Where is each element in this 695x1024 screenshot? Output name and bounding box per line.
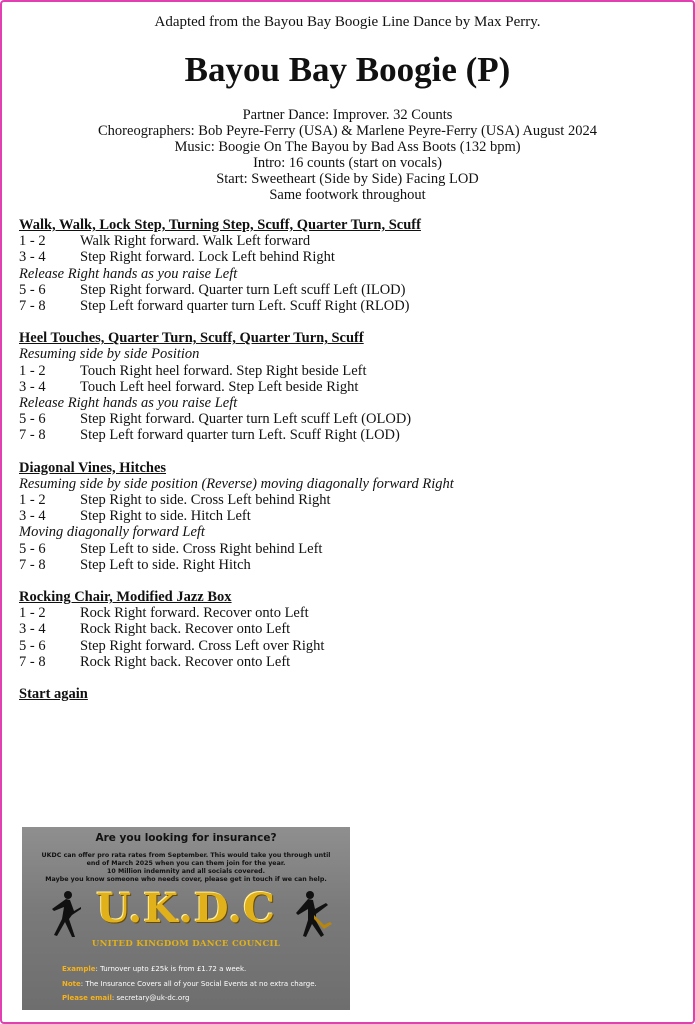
- step-text: Rock Right back. Recover onto Left: [80, 621, 291, 638]
- step-text: Step Right forward. Quarter turn Left scuff Left (ILOD): [80, 281, 406, 298]
- ad-note-label: Note: [62, 980, 81, 988]
- step-count: 7 - 8: [19, 427, 46, 444]
- step-text: Step Right forward. Cross Left over Right: [80, 637, 325, 654]
- ad-email-text[interactable]: : secretary@uk-dc.org: [111, 994, 190, 1002]
- ad-text-line: Maybe you know someone who needs cover, please get in touch if we can help.: [45, 876, 327, 883]
- section-heading: Heel Touches, Quarter Turn, Scuff, Quarter Turn, Scuff: [19, 330, 364, 347]
- ukdc-subtitle: UNITED KINGDOM DANCE COUNCIL: [91, 939, 281, 949]
- step-note: Release Right hands as you raise Left: [19, 395, 238, 412]
- ad-example: [62, 965, 246, 973]
- step-row: [19, 411, 679, 427]
- step-count: 1 - 2: [19, 362, 46, 379]
- info-level: Partner Dance: Improver. 32 Counts: [242, 107, 453, 123]
- step-row: [19, 427, 679, 443]
- step-sheet: [19, 217, 679, 702]
- ad-example-text: : Turnover upto £25k is from £1.72 a week.: [95, 965, 247, 973]
- step-text: Step Left to side. Cross Right behind Left: [80, 540, 323, 557]
- step-count: 7 - 8: [19, 556, 46, 573]
- step-count: 1 - 2: [19, 233, 46, 250]
- section-heading: Diagonal Vines, Hitches: [19, 459, 167, 476]
- step-row: [19, 557, 679, 573]
- section-heading: Rocking Chair, Modified Jazz Box: [19, 589, 232, 606]
- info-intro: Intro: 16 counts (start on vocals): [253, 155, 442, 171]
- step-count: 3 - 4: [19, 621, 46, 638]
- step-row: [19, 621, 679, 637]
- info-music: Music: Boogie On The Bayou by Bad Ass Boots (132 bpm): [174, 139, 521, 155]
- step-count: 7 - 8: [19, 653, 46, 670]
- step-count: 5 - 6: [19, 540, 46, 557]
- step-count: 5 - 6: [19, 411, 46, 428]
- step-count: 7 - 8: [19, 298, 46, 315]
- info-choreographers: Choreographers: Bob Peyre-Ferry (USA) & Marlene Peyre-Ferry (USA) August 2024: [98, 123, 597, 139]
- ukdc-logo: U.K.D.C: [96, 885, 276, 932]
- ad-note-text: : The Insurance Covers all of your Social Events at no extra charge.: [80, 980, 317, 988]
- step-row: [19, 508, 679, 524]
- ad-email: [62, 994, 189, 1002]
- adapted-note: Adapted from the Bayou Bay Boogie Line Dance by Max Perry.: [154, 14, 541, 30]
- step-text: Step Right forward. Quarter turn Left scuff Left (OLOD): [80, 411, 412, 428]
- step-count: 5 - 6: [19, 281, 46, 298]
- step-count: 3 - 4: [19, 249, 46, 266]
- step-row: [19, 379, 679, 395]
- info-start: Start: Sweetheart (Side by Side) Facing LOD: [216, 171, 479, 187]
- step-row: [19, 492, 679, 508]
- section-heading: Walk, Walk, Lock Step, Turning Step, Scuff, Quarter Turn, Scuff: [19, 217, 421, 233]
- step-text: Touch Left heel forward. Step Left beside Right: [80, 378, 359, 395]
- step-text: Rock Right forward. Recover onto Left: [80, 605, 309, 622]
- ad-text-line: UKDC can offer pro rata rates from September. This would take you through until: [41, 852, 331, 859]
- ad-text-line: 10 Million indemnity and all socials covered.: [107, 868, 265, 875]
- step-text: Rock Right back. Recover onto Left: [80, 653, 291, 670]
- insurance-ad: [22, 827, 350, 1010]
- step-text: Step Left forward quarter turn Left. Scuff Right (LOD): [80, 427, 400, 444]
- ad-example-label: Example: [62, 965, 96, 973]
- dance-info: [2, 107, 693, 203]
- step-text: Step Right to side. Hitch Left: [80, 508, 251, 525]
- step-text: Step Left forward quarter turn Left. Scuff Right (RLOD): [80, 298, 410, 315]
- step-note: Moving diagonally forward Left: [19, 524, 205, 541]
- info-footwork: Same footwork throughout: [269, 187, 426, 203]
- step-row: [19, 638, 679, 654]
- step-count: 1 - 2: [19, 605, 46, 622]
- step-row: [19, 605, 679, 621]
- step-note: Resuming side by side Position: [19, 346, 200, 363]
- start-again: Start again: [19, 686, 88, 703]
- ad-email-label: Please email: [62, 994, 112, 1002]
- step-row: [19, 541, 679, 557]
- step-row: [19, 282, 679, 298]
- step-text: Step Right to side. Cross Left behind Right: [80, 492, 331, 509]
- step-row: [19, 233, 679, 249]
- step-count: 3 - 4: [19, 378, 46, 395]
- step-row: [19, 298, 679, 314]
- ad-text: [26, 852, 346, 884]
- step-note: Resuming side by side position (Reverse) moving diagonally forward Right: [19, 475, 454, 492]
- step-text: Step Left to side. Right Hitch: [80, 556, 251, 573]
- step-text: Walk Right forward. Walk Left forward: [80, 233, 311, 250]
- step-count: 3 - 4: [19, 508, 46, 525]
- step-text: Touch Right heel forward. Step Right beside Left: [80, 362, 367, 379]
- step-text: Step Right forward. Lock Left behind Right: [80, 249, 335, 266]
- step-count: 5 - 6: [19, 637, 46, 654]
- page-title: Bayou Bay Boogie (P): [184, 50, 511, 89]
- step-row: [19, 249, 679, 265]
- ad-note: [62, 980, 317, 988]
- ad-question: Are you looking for insurance?: [95, 832, 277, 844]
- ad-text-line: end of March 2025 when you can them join for the year.: [86, 860, 286, 867]
- step-row: [19, 363, 679, 379]
- step-count: 1 - 2: [19, 492, 46, 509]
- step-note: Release Right hands as you raise Left: [19, 265, 238, 282]
- step-row: [19, 654, 679, 670]
